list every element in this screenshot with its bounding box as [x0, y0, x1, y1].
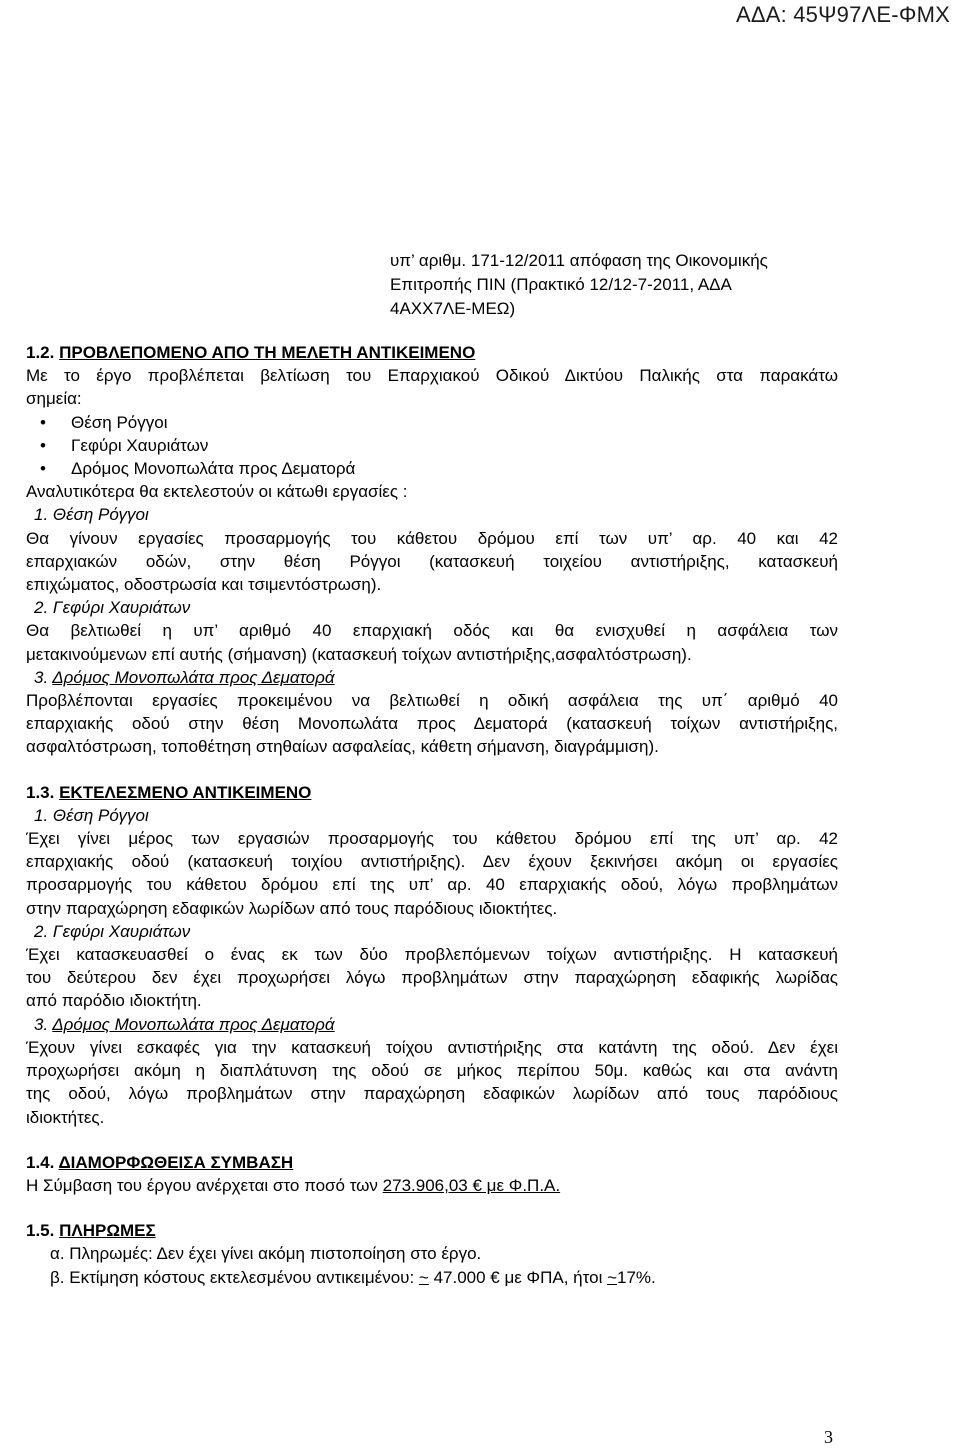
paragraph-line: Με το έργο προβλέπεται βελτίωση του Επαρχιακού Οδικού Δικτύου Παλικής στα παρακάτω [26, 366, 838, 386]
paragraph-line: σημεία: [26, 389, 82, 409]
paragraph-line: στην παραχώρηση εδαφικών λωρίδων από τους παρόδιους ιδιοκτήτες. [26, 898, 558, 918]
paragraph-line: προχωρήσει ακόμη η διαπλάτυνση της οδού σε μήκος περίπου 50μ. καθώς και στα ανάντη [26, 1061, 838, 1081]
spacer [26, 1129, 838, 1151]
subheading: 2. Γεφύρι Χαυριάτων [34, 598, 191, 618]
section-title: ΠΡΟΒΛΕΠΟΜΕΝΟ ΑΠΟ ΤΗ ΜΕΛΕΤΗ ΑΝΤΙΚΕΙΜΕΝΟ [59, 343, 476, 362]
contract-text: Η Σύμβαση του έργου ανέρχεται στο ποσό των [26, 1175, 383, 1195]
section-number: 1.4. [26, 1152, 55, 1172]
paragraph-line: από παρόδιο ιδιοκτήτη. [26, 991, 202, 1011]
tilde: ~ [418, 1267, 429, 1287]
spacer [26, 1197, 838, 1219]
paragraph-line: της οδού, λόγω προβλημάτων στην παραχώρηση εδαφικών λωρίδων από τους παρόδιους [26, 1084, 838, 1104]
document-body [26, 341, 838, 1289]
section-title: ΔΙΑΜΟΡΦΩΘΕΙΣΑ ΣΥΜΒΑΣΗ [58, 1152, 294, 1172]
subheading-number: 3. [34, 1014, 49, 1034]
cost-estimate-line [26, 1266, 838, 1289]
paragraph-line: ασφαλτόστρωση, τοποθέτηση στηθαίων ασφαλείας, κάθετη σήμανση, διαγράμμιση). [26, 737, 659, 757]
paragraph-line: ιδιοκτήτες. [26, 1107, 105, 1127]
section-heading-1-4 [26, 1151, 838, 1174]
decision-note-line: 4ΑΧΧ7ΛΕ-ΜΕΩ) [390, 299, 516, 318]
section-heading-1-3 [26, 781, 838, 804]
section-number: 1.3. [26, 782, 55, 802]
contract-amount-line [26, 1174, 838, 1197]
paragraph-line: Προβλέπονται εργασίες προκειμένου να βελτιωθεί η οδική ασφάλεια της υπ΄ αριθμό 40 [26, 691, 838, 711]
paragraph-line: μετακινούμενων επί αυτής (σήμανση) (κατασκευή τοίχων αντιστήριξης,ασφαλτόστρωση). [26, 644, 692, 664]
cost-text: β. Εκτίμηση κόστους εκτελεσμένου αντικειμένου: [50, 1267, 419, 1287]
contract-amount: 273.906,03 € με Φ.Π.Α. [382, 1175, 561, 1195]
paragraph-line: Έχει γίνει μέρος των εργασιών προσαρμογής του κάθετου δρόμου επί της υπ’ αρ. 42 [26, 829, 838, 849]
list-item: • Γεφύρι Χαυριάτων [71, 434, 838, 457]
paragraph-line: επαρχιακών οδών, στην θέση Ρόγγοι (κατασκευή τοιχείου αντιστήριξης, κατασκευή [26, 551, 838, 571]
section-number: 1.5. [26, 1221, 55, 1241]
ada-code: ΑΔΑ: 45Ψ97ΛΕ-ΦΜΧ [735, 2, 950, 27]
cost-value: 47.000 € με ΦΠΑ, ήτοι [428, 1267, 608, 1287]
paragraph-line: επαρχιακής οδού (κατασκευή τοιχίου αντιστήριξης). Δεν έχουν ξεκινήσει ακόμη οι εργασίες [26, 852, 838, 872]
subheading: 2. Γεφύρι Χαυριάτων [34, 921, 191, 941]
section-heading-1-2 [26, 341, 838, 364]
subheading [26, 666, 838, 689]
paragraph-line: επαρχιακής οδού στην θέση Μονοπωλάτα προς Δεματορά (κατασκευή τοίχων αντιστήριξης, [26, 714, 838, 734]
paragraph-line: του δεύτερου δεν έχει προχωρήσει λόγω προβλημάτων στην παραχώρηση εδαφικής λωρίδας [26, 968, 838, 988]
subheading-title: Δρόμος Μονοπωλάτα προς Δεματορά [52, 1014, 335, 1034]
section-number: 1.2. [26, 343, 55, 362]
page-number: 3 [824, 1427, 833, 1447]
subheading: 1. Θέση Ρόγγοι [34, 805, 149, 825]
section-title: ΕΚΤΕΛΕΣΜΕΝΟ ΑΝΤΙΚΕΙΜΕΝΟ [59, 782, 312, 802]
section-heading-1-5 [26, 1219, 838, 1242]
subheading-title: Δρόμος Μονοπωλάτα προς Δεματορά [52, 667, 335, 687]
bullet-list [26, 411, 838, 481]
paragraph-line: Έχουν γίνει εσκαφές για την κατασκευή τοίχου αντιστήριξης στα κατάντη της οδού. Δεν έχει [26, 1037, 838, 1057]
tilde: ~ [607, 1267, 618, 1287]
decision-note-line: υπ’ αριθμ. 171-12/2011 απόφαση της Οικονομικής [390, 251, 768, 270]
paragraph-line: επιχώματος, οδοστρωσία και τσιμεντόστρωση). [26, 575, 382, 595]
paragraph-line: Αναλυτικότερα θα εκτελεστούν οι κάτωθι εργασίες : [26, 482, 408, 502]
paragraph-line: Θα γίνουν εργασίες προσαρμογής του κάθετου δρόμου επί των υπ’ αρ. 40 και 42 [26, 528, 838, 548]
subheading-number: 3. [34, 667, 49, 687]
spacer [26, 759, 838, 781]
list-item: • Δρόμος Μονοπωλάτα προς Δεματορά [71, 457, 838, 480]
cost-percent: 17%. [617, 1267, 656, 1287]
section-title: ΠΛΗΡΩΜΕΣ [59, 1221, 156, 1241]
paragraph-line: Θα βελτιωθεί η υπ’ αριθμό 40 επαρχιακή οδός και θα ενισχυθεί η ασφάλεια των [26, 621, 838, 641]
paragraph-line: προσαρμογής του κάθετου δρόμου επί της υπ’ αρ. 40 επαρχιακής οδού, λόγω προβλημάτων [26, 875, 838, 895]
subheading: 1. Θέση Ρόγγοι [34, 505, 149, 525]
payments-line: α. Πληρωμές: Δεν έχει γίνει ακόμη πιστοποίηση στο έργο. [50, 1244, 482, 1264]
decision-note-line: Επιτροπής ΠΙΝ (Πρακτικό 12/12-7-2011, ΑΔΑ [390, 275, 732, 294]
subheading [26, 1013, 838, 1036]
list-item: • Θέση Ρόγγοι [71, 411, 838, 434]
decision-note [390, 249, 850, 321]
paragraph-line: Έχει κατασκευασθεί ο ένας εκ των δύο προβλεπόμενων τοίχων αντιστήριξης. Η κατασκευή [26, 945, 838, 965]
